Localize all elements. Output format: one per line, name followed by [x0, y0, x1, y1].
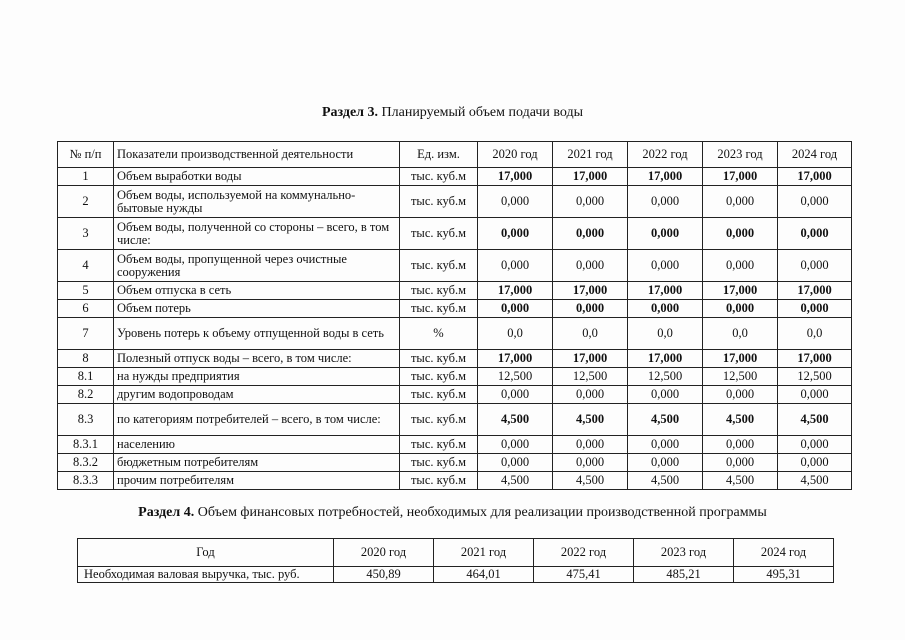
unit-cell: тыс. куб.м [400, 168, 478, 186]
value-cell: 12,500 [778, 368, 852, 386]
value-cell: 0,000 [553, 250, 628, 282]
value-cell: 17,000 [778, 282, 852, 300]
unit-cell: тыс. куб.м [400, 282, 478, 300]
row-number-cell: 4 [58, 250, 114, 282]
row-number-cell: 8.1 [58, 368, 114, 386]
value-cell: 0,0 [553, 318, 628, 350]
value-cell: 0,0 [703, 318, 778, 350]
value-cell: 0,000 [703, 454, 778, 472]
value-cell: 0,000 [703, 250, 778, 282]
row-number-cell: 8.3.3 [58, 472, 114, 490]
value-cell: 0,0 [478, 318, 553, 350]
indicator-name-cell: Объем потерь [114, 300, 400, 318]
value-cell: 12,500 [703, 368, 778, 386]
value-cell: 4,500 [553, 472, 628, 490]
value-cell: 0,000 [553, 218, 628, 250]
value-cell: 0,000 [553, 454, 628, 472]
value-cell: 464,01 [434, 567, 534, 583]
value-cell: 485,21 [634, 567, 734, 583]
value-cell: 4,500 [778, 472, 852, 490]
indicator-name-cell: Объем выработки воды [114, 168, 400, 186]
table-row [58, 404, 852, 436]
value-cell: 0,000 [553, 300, 628, 318]
value-cell: 4,500 [778, 404, 852, 436]
unit-cell: тыс. куб.м [400, 386, 478, 404]
value-cell: 0,000 [703, 300, 778, 318]
row-number-cell: 8.3.1 [58, 436, 114, 454]
indicator-name-cell: по категориям потребителей – всего, в том числе: [114, 404, 400, 436]
value-cell: 12,500 [553, 368, 628, 386]
table-row [58, 250, 852, 282]
value-cell: 0,000 [778, 186, 852, 218]
row-number-cell: 8.3 [58, 404, 114, 436]
indicator-name-cell: населению [114, 436, 400, 454]
value-cell: 0,000 [478, 436, 553, 454]
column-header: 2022 год [534, 539, 634, 567]
unit-cell: тыс. куб.м [400, 218, 478, 250]
column-header: 2021 год [553, 142, 628, 168]
section-3-title [0, 105, 905, 121]
value-cell: 0,0 [778, 318, 852, 350]
value-cell: 4,500 [553, 404, 628, 436]
table-row [58, 454, 852, 472]
indicator-name-cell: бюджетным потребителям [114, 454, 400, 472]
value-cell: 0,000 [628, 386, 703, 404]
value-cell: 4,500 [628, 472, 703, 490]
value-cell: 0,000 [628, 454, 703, 472]
value-cell: 17,000 [553, 350, 628, 368]
table-header-row [78, 539, 834, 567]
value-cell: 0,000 [703, 186, 778, 218]
row-number-cell: 5 [58, 282, 114, 300]
indicator-name-cell: Полезный отпуск воды – всего, в том числе: [114, 350, 400, 368]
table-header-row [58, 142, 852, 168]
table-row [58, 318, 852, 350]
indicator-name-cell: прочим потребителям [114, 472, 400, 490]
value-cell: 17,000 [478, 168, 553, 186]
value-cell: 12,500 [478, 368, 553, 386]
section-3-title-bold: Раздел 3. [321, 105, 379, 120]
indicator-name-cell: Объем воды, используемой на коммунально-бытовые нужды [114, 186, 400, 218]
section-4-title-text: Объем финансовых потребностей, необходимых для реализации производственной программы [194, 505, 767, 520]
value-cell: 4,500 [478, 472, 553, 490]
section-4-title [0, 505, 905, 521]
value-cell: 450,89 [334, 567, 434, 583]
value-cell: 0,000 [628, 186, 703, 218]
value-cell: 12,500 [628, 368, 703, 386]
indicator-name-cell: на нужды предприятия [114, 368, 400, 386]
unit-cell: тыс. куб.м [400, 350, 478, 368]
column-header: Ед. изм. [400, 142, 478, 168]
financial-needs-table [77, 538, 834, 583]
table-row [58, 186, 852, 218]
value-cell: 0,000 [628, 300, 703, 318]
water-supply-table [57, 141, 852, 490]
table-row [58, 436, 852, 454]
value-cell: 0,000 [628, 250, 703, 282]
value-cell: 0,000 [478, 218, 553, 250]
table-row [58, 300, 852, 318]
unit-cell: тыс. куб.м [400, 404, 478, 436]
table-row [78, 567, 834, 583]
value-cell: 17,000 [778, 350, 852, 368]
row-number-cell: 2 [58, 186, 114, 218]
row-number-cell: 8.3.2 [58, 454, 114, 472]
column-header: 2024 год [778, 142, 852, 168]
value-cell: 17,000 [778, 168, 852, 186]
column-header: 2022 год [628, 142, 703, 168]
value-cell: 4,500 [703, 404, 778, 436]
value-cell: 17,000 [628, 350, 703, 368]
value-cell: 17,000 [478, 282, 553, 300]
value-cell: 0,000 [778, 218, 852, 250]
value-cell: 17,000 [703, 350, 778, 368]
value-cell: 0,000 [703, 218, 778, 250]
indicator-name-cell: Объем воды, пропущенной через очистные сооружения [114, 250, 400, 282]
column-header: 2023 год [634, 539, 734, 567]
row-number-cell: 3 [58, 218, 114, 250]
value-cell: 0,000 [703, 386, 778, 404]
unit-cell: тыс. куб.м [400, 300, 478, 318]
value-cell: 0,000 [478, 454, 553, 472]
unit-cell: тыс. куб.м [400, 368, 478, 386]
value-cell: 4,500 [628, 404, 703, 436]
value-cell: 0,000 [478, 300, 553, 318]
value-cell: 0,000 [778, 436, 852, 454]
value-cell: 0,000 [553, 186, 628, 218]
column-header: 2024 год [734, 539, 834, 567]
row-number-cell: 8.2 [58, 386, 114, 404]
value-cell: 0,000 [778, 300, 852, 318]
section-4-title-bold: Раздел 4. [138, 505, 195, 520]
value-cell: 0,000 [778, 250, 852, 282]
indicator-name-cell: другим водопроводам [114, 386, 400, 404]
value-cell: 495,31 [734, 567, 834, 583]
unit-cell: тыс. куб.м [400, 472, 478, 490]
value-cell: 0,000 [478, 386, 553, 404]
table-row [58, 472, 852, 490]
table-row [58, 368, 852, 386]
unit-cell: тыс. куб.м [400, 454, 478, 472]
value-cell: 4,500 [703, 472, 778, 490]
value-cell: 0,000 [778, 386, 852, 404]
row-label-cell: Необходимая валовая выручка, тыс. руб. [78, 567, 334, 583]
unit-cell: тыс. куб.м [400, 250, 478, 282]
unit-cell: тыс. куб.м [400, 186, 478, 218]
column-header: Показатели производственной деятельности [114, 142, 400, 168]
value-cell: 0,0 [628, 318, 703, 350]
row-number-cell: 8 [58, 350, 114, 368]
value-cell: 17,000 [553, 168, 628, 186]
value-cell: 4,500 [478, 404, 553, 436]
column-header: Год [78, 539, 334, 567]
value-cell: 0,000 [478, 250, 553, 282]
unit-cell: % [400, 318, 478, 350]
row-number-cell: 7 [58, 318, 114, 350]
unit-cell: тыс. куб.м [400, 436, 478, 454]
column-header: № п/п [58, 142, 114, 168]
column-header: 2020 год [334, 539, 434, 567]
table-row [58, 218, 852, 250]
value-cell: 0,000 [703, 436, 778, 454]
value-cell: 0,000 [628, 218, 703, 250]
value-cell: 17,000 [628, 282, 703, 300]
indicator-name-cell: Уровень потерь к объему отпущенной воды в сеть [114, 318, 400, 350]
section-3-title-text: Планируемый объем подачи воды [378, 105, 584, 120]
value-cell: 0,000 [553, 436, 628, 454]
value-cell: 17,000 [478, 350, 553, 368]
table-row [58, 282, 852, 300]
row-number-cell: 6 [58, 300, 114, 318]
value-cell: 17,000 [628, 168, 703, 186]
value-cell: 475,41 [534, 567, 634, 583]
column-header: 2021 год [434, 539, 534, 567]
table-row [58, 350, 852, 368]
value-cell: 17,000 [703, 282, 778, 300]
value-cell: 0,000 [553, 386, 628, 404]
column-header: 2023 год [703, 142, 778, 168]
indicator-name-cell: Объем отпуска в сеть [114, 282, 400, 300]
value-cell: 17,000 [703, 168, 778, 186]
indicator-name-cell: Объем воды, полученной со стороны – всего, в том числе: [114, 218, 400, 250]
value-cell: 0,000 [628, 436, 703, 454]
value-cell: 17,000 [553, 282, 628, 300]
column-header: 2020 год [478, 142, 553, 168]
value-cell: 0,000 [478, 186, 553, 218]
value-cell: 0,000 [778, 454, 852, 472]
table-row [58, 168, 852, 186]
row-number-cell: 1 [58, 168, 114, 186]
table-row [58, 386, 852, 404]
